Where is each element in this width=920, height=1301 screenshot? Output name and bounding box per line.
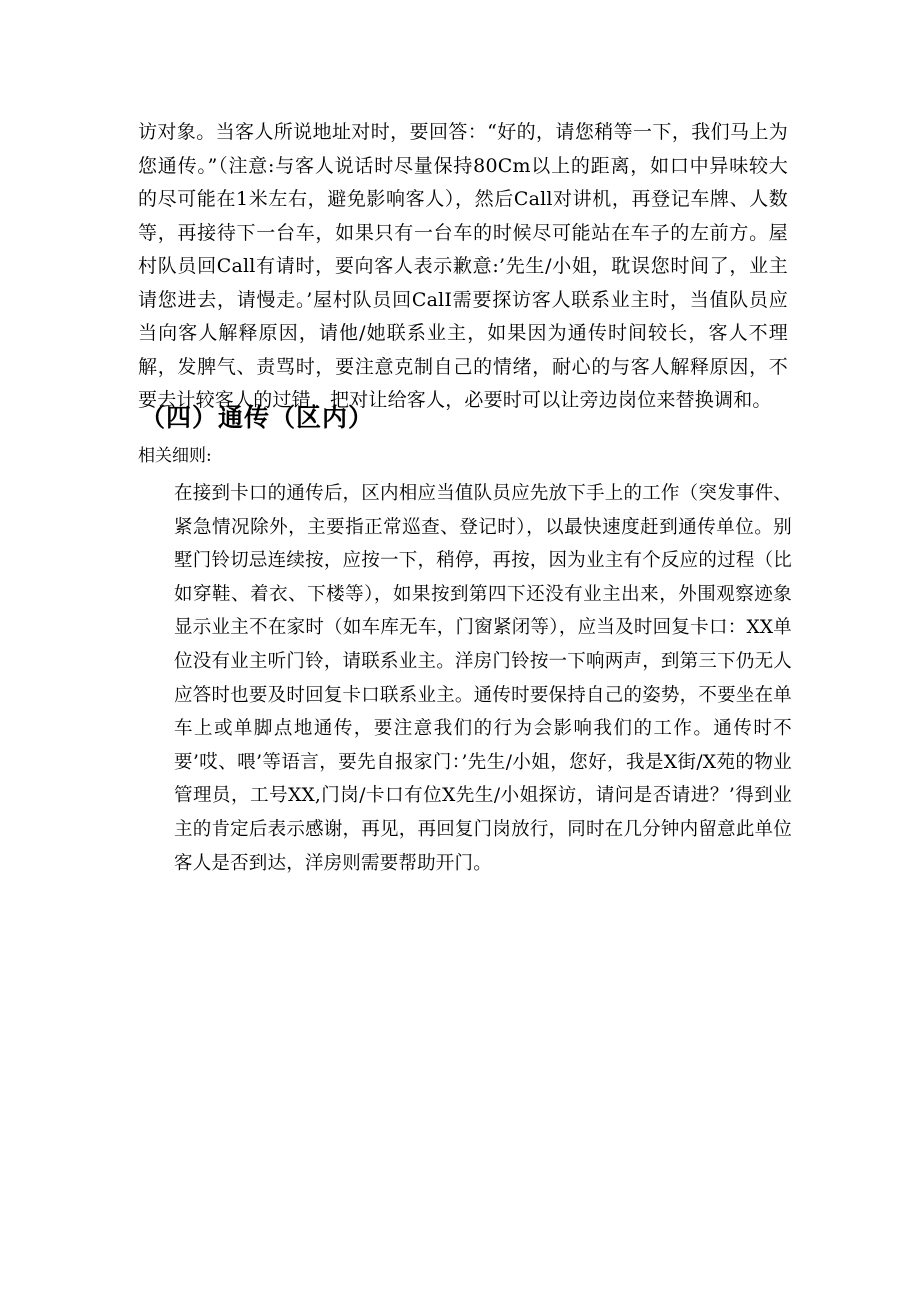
section-body-paragraph: 在接到卡口的通传后，区内相应当值队员应先放下手上的工作（突发事件、紧急情况除外，主要指正常巡查、登记时），以最快速度赶到通传单位。别墅门铃切忌连续按，应按一下，稍停，再按，因为业主有个反应的过程（比如穿鞋、着衣、下楼等），如果按到第四下还没有业主出来，外围观察迹象显示业主不在家时（如车库无车，门窗紧闭等），应当及时回复卡口：XX单位没有业主听门铃，请联系业主。洋房门铃按一下响两声，到第三下仍无人应答时也要及时回复卡口联系业主。通传时要保持自己的姿势，不要坐在单车上或单脚点地通传，要注意我们的行为会影响我们的工作。通传时不要’哎、喂’等语言，要先自报家门：’先生/小姐，您好，我是X街/X苑的物业管理员，工号XX,门岗/卡口有位X先生/小姐探访，请问是否请进？’得到业主的肯定后表示感谢，再见，再回复门岗放行，同时在几分钟内留意此单位客人是否到达，洋房则需要帮助开门。: [174, 483, 792, 874]
section-subheading: 相关细则:: [138, 446, 212, 466]
section-heading: （四）通传（区内）: [140, 403, 375, 432]
intro-paragraph: 访对象。当客人所说地址对时，要回答：“好的，请您稍等一下，我们马上为您通传。”（注意:与客人说话时尽量保持80Cm以上的距离，如口中异味较大的尽可能在1米左右，避免影响客人），然后Call对讲机，再登记车牌、人数等，再接待下一台车，如果只有一台车的时候尽可能站在车子的左前方。屋村队员回Call有请时，要向客人表示歉意:’先生/小姐，耽误您时间了，业主请您进去，请慢走。’屋村队员回CalI需要探访客人联系业主时，当值队员应当向客人解释原因，请他/她联系业主，如果因为通传时间较长，客人不理解，发脾气、责骂时，要注意克制自己的情绪，耐心的与客人解释原因，不要去计较客人的过错，把对让给客人，必要时可以让旁边岗位来替换调和。: [138, 121, 788, 411]
